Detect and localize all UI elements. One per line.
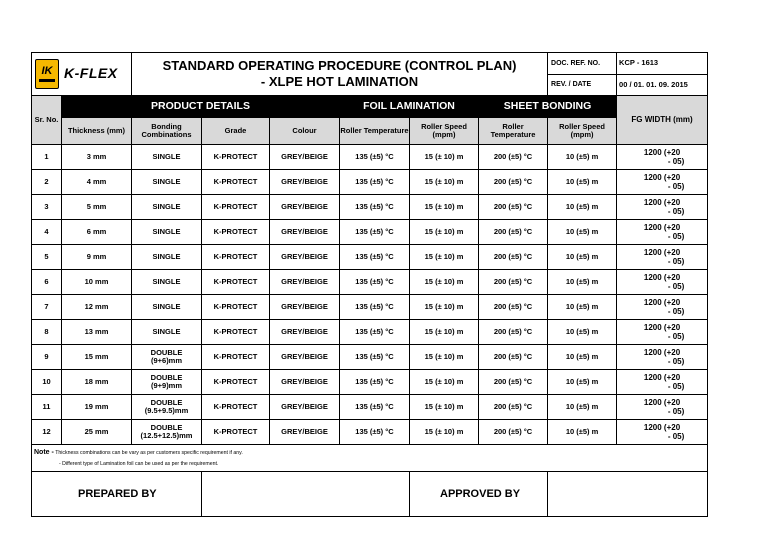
control-plan-sheet — [31, 52, 707, 517]
thickness-cell: 3 mm — [62, 145, 132, 170]
note-line-2: - Different type of Lamination foil can be used as per the requirement. — [59, 460, 219, 467]
fg-width-line-2: - 05) — [667, 182, 685, 191]
bonding-layers: (9+6)mm — [150, 356, 183, 365]
fg-width-cell — [617, 270, 708, 295]
note-line-1: Thickness combinations can be vary as per customers specific requirement if any. — [55, 450, 243, 457]
table-row — [32, 420, 708, 445]
fg-width-line-2: - 05) — [667, 282, 685, 291]
colour-cell: GREY/BEIGE — [270, 270, 340, 295]
sheet-roller-speed-cell: 10 (±5) m — [548, 245, 617, 270]
sr-no-cell: 4 — [32, 220, 62, 245]
fg-width-line-2: - 05) — [667, 307, 685, 316]
fg-width-line-2: - 05) — [667, 157, 685, 166]
bonding-combination-cell: SINGLE — [132, 270, 202, 295]
grade-cell: K-PROTECT — [202, 270, 270, 295]
thickness-cell: 10 mm — [62, 270, 132, 295]
bonding-layers: (9+9)mm — [150, 381, 183, 390]
grade-cell: K-PROTECT — [202, 195, 270, 220]
sheet-bonding-header: SHEET BONDING — [479, 96, 617, 118]
table-row — [32, 395, 708, 420]
fg-width-cell — [617, 370, 708, 395]
sheet-roller-temp-cell: 200 (±5) °C — [479, 320, 548, 345]
rev-date-label: REV. / DATE — [548, 75, 617, 96]
foil-roller-speed-cell: 15 (± 10) m — [410, 220, 479, 245]
fg-width-line-1: 1200 (+20 — [643, 422, 681, 432]
sr-no-cell: 12 — [32, 420, 62, 445]
colour-cell: GREY/BEIGE — [270, 345, 340, 370]
bonding-combination-cell: SINGLE — [132, 195, 202, 220]
colour-cell: GREY/BEIGE — [270, 420, 340, 445]
bonding-header: Bonding Combinations — [132, 118, 202, 145]
fg-width-cell — [617, 395, 708, 420]
table-row — [32, 270, 708, 295]
colour-cell: GREY/BEIGE — [270, 395, 340, 420]
sr-no-cell: 1 — [32, 145, 62, 170]
control-plan-table — [31, 52, 708, 517]
foil-roller-speed-cell: 15 (± 10) m — [410, 270, 479, 295]
bonding-type: DOUBLE — [150, 347, 183, 357]
table-row — [32, 320, 708, 345]
foil-roller-speed-cell: 15 (± 10) m — [410, 245, 479, 270]
bonding-combination-cell — [132, 420, 202, 445]
approved-by-label: APPROVED BY — [410, 472, 548, 517]
fg-width-line-1: 1200 (+20 — [643, 147, 681, 157]
foil-roller-speed-cell: 15 (± 10) m — [410, 170, 479, 195]
sr-no-cell: 2 — [32, 170, 62, 195]
document-title — [132, 53, 548, 96]
sheet-roller-temp-header: Roller Temperature — [479, 118, 548, 145]
foil-roller-speed-cell: 15 (± 10) m — [410, 295, 479, 320]
colour-cell: GREY/BEIGE — [270, 245, 340, 270]
foil-roller-speed-cell: 15 (± 10) m — [410, 320, 479, 345]
sheet-roller-speed-header: Roller Speed (mpm) — [548, 118, 617, 145]
bonding-type: DOUBLE — [150, 397, 183, 407]
sr-no-cell: 3 — [32, 195, 62, 220]
foil-roller-temp-header: Roller Temperature — [340, 118, 410, 145]
grade-cell: K-PROTECT — [202, 345, 270, 370]
bonding-combination-cell: SINGLE — [132, 145, 202, 170]
note — [32, 445, 708, 472]
fg-width-line-2: - 05) — [667, 432, 685, 441]
foil-roller-temp-cell: 135 (±5) °C — [340, 370, 410, 395]
bonding-layers: (12.5+12.5)mm — [140, 431, 193, 440]
sheet-roller-speed-cell: 10 (±5) m — [548, 395, 617, 420]
grade-cell: K-PROTECT — [202, 145, 270, 170]
fg-width-line-1: 1200 (+20 — [643, 272, 681, 282]
foil-roller-temp-cell: 135 (±5) °C — [340, 220, 410, 245]
foil-roller-speed-cell: 15 (± 10) m — [410, 345, 479, 370]
prepared-by-signature[interactable] — [202, 472, 410, 517]
logo-badge-text: IK — [41, 65, 53, 77]
rev-date-value: 00 / 01. 01. 09. 2015 — [617, 75, 708, 96]
foil-roller-temp-cell: 135 (±5) °C — [340, 320, 410, 345]
sheet-roller-speed-cell: 10 (±5) m — [548, 320, 617, 345]
bonding-combination-cell — [132, 395, 202, 420]
sheet-roller-temp-cell: 200 (±5) °C — [479, 370, 548, 395]
foil-roller-temp-cell: 135 (±5) °C — [340, 345, 410, 370]
sheet-roller-temp-cell: 200 (±5) °C — [479, 220, 548, 245]
fg-width-line-2: - 05) — [667, 357, 685, 366]
fg-width-line-1: 1200 (+20 — [643, 322, 681, 332]
table-row — [32, 145, 708, 170]
thickness-header: Thickness (mm) — [62, 118, 132, 145]
fg-width-cell — [617, 420, 708, 445]
sr-no-cell: 11 — [32, 395, 62, 420]
grade-cell: K-PROTECT — [202, 295, 270, 320]
bonding-type: DOUBLE — [150, 372, 183, 382]
sheet-roller-speed-cell: 10 (±5) m — [548, 220, 617, 245]
sheet-roller-temp-cell: 200 (±5) °C — [479, 170, 548, 195]
logo-text: K-FLEX — [64, 65, 118, 82]
fg-width-cell — [617, 195, 708, 220]
fg-width-cell — [617, 145, 708, 170]
table-row — [32, 170, 708, 195]
fg-width-line-1: 1200 (+20 — [643, 347, 681, 357]
bonding-layers: (9.5+9.5)mm — [144, 406, 189, 415]
fg-width-line-2: - 05) — [667, 407, 685, 416]
sheet-roller-speed-cell: 10 (±5) m — [548, 270, 617, 295]
fg-width-line-1: 1200 (+20 — [643, 222, 681, 232]
grade-cell: K-PROTECT — [202, 420, 270, 445]
bonding-combination-cell: SINGLE — [132, 245, 202, 270]
foil-roller-temp-cell: 135 (±5) °C — [340, 295, 410, 320]
sheet-roller-temp-cell: 200 (±5) °C — [479, 270, 548, 295]
bonding-combination-cell — [132, 345, 202, 370]
sr-no-cell: 6 — [32, 270, 62, 295]
fg-width-line-1: 1200 (+20 — [643, 372, 681, 382]
thickness-cell: 19 mm — [62, 395, 132, 420]
colour-cell: GREY/BEIGE — [270, 195, 340, 220]
thickness-cell: 18 mm — [62, 370, 132, 395]
thickness-cell: 15 mm — [62, 345, 132, 370]
foil-roller-temp-cell: 135 (±5) °C — [340, 145, 410, 170]
thickness-cell: 5 mm — [62, 195, 132, 220]
title-line-1: STANDARD OPERATING PROCEDURE (CONTROL PLAN) — [162, 58, 517, 74]
fg-width-line-1: 1200 (+20 — [643, 297, 681, 307]
fg-width-cell — [617, 345, 708, 370]
table-row — [32, 345, 708, 370]
table-row — [32, 370, 708, 395]
grade-cell: K-PROTECT — [202, 395, 270, 420]
fg-width-line-2: - 05) — [667, 257, 685, 266]
sr-no-cell: 7 — [32, 295, 62, 320]
sheet-roller-speed-cell: 10 (±5) m — [548, 370, 617, 395]
foil-roller-speed-cell: 15 (± 10) m — [410, 420, 479, 445]
fg-width-cell — [617, 295, 708, 320]
doc-ref-value: KCP - 1613 — [617, 53, 708, 75]
thickness-cell: 4 mm — [62, 170, 132, 195]
sheet-roller-temp-cell: 200 (±5) °C — [479, 395, 548, 420]
sheet-roller-speed-cell: 10 (±5) m — [548, 420, 617, 445]
table-body — [32, 145, 708, 445]
foil-roller-speed-cell: 15 (± 10) m — [410, 195, 479, 220]
foil-roller-temp-cell: 135 (±5) °C — [340, 245, 410, 270]
fg-width-line-1: 1200 (+20 — [643, 197, 681, 207]
thickness-cell: 6 mm — [62, 220, 132, 245]
grade-cell: K-PROTECT — [202, 370, 270, 395]
sheet-roller-temp-cell: 200 (±5) °C — [479, 195, 548, 220]
fg-width-line-2: - 05) — [667, 332, 685, 341]
table-row — [32, 195, 708, 220]
foil-roller-speed-cell: 15 (± 10) m — [410, 370, 479, 395]
grade-cell: K-PROTECT — [202, 220, 270, 245]
thickness-cell: 25 mm — [62, 420, 132, 445]
note-label: Note - — [34, 449, 54, 457]
grade-header: Grade — [202, 118, 270, 145]
foil-roller-speed-header: Roller Speed (mpm) — [410, 118, 479, 145]
foil-roller-temp-cell: 135 (±5) °C — [340, 270, 410, 295]
fg-width-cell — [617, 320, 708, 345]
foil-roller-speed-cell: 15 (± 10) m — [410, 395, 479, 420]
logo-cell — [32, 53, 132, 96]
bonding-combination-cell: SINGLE — [132, 320, 202, 345]
sheet-roller-temp-cell: 200 (±5) °C — [479, 145, 548, 170]
doc-ref-label: DOC. REF. NO. — [548, 53, 617, 75]
fg-width-cell — [617, 245, 708, 270]
thickness-cell: 9 mm — [62, 245, 132, 270]
sheet-roller-temp-cell: 200 (±5) °C — [479, 295, 548, 320]
sheet-roller-speed-cell: 10 (±5) m — [548, 145, 617, 170]
grade-cell: K-PROTECT — [202, 320, 270, 345]
fg-width-header: FG WIDTH (mm) — [617, 96, 708, 145]
colour-cell: GREY/BEIGE — [270, 320, 340, 345]
sheet-roller-temp-cell: 200 (±5) °C — [479, 345, 548, 370]
sheet-roller-speed-cell: 10 (±5) m — [548, 195, 617, 220]
thickness-cell: 12 mm — [62, 295, 132, 320]
table-row — [32, 220, 708, 245]
product-details-header: PRODUCT DETAILS — [62, 96, 340, 118]
bonding-type: DOUBLE — [150, 422, 183, 432]
bonding-combination-cell — [132, 370, 202, 395]
fg-width-cell — [617, 170, 708, 195]
foil-roller-temp-cell: 135 (±5) °C — [340, 420, 410, 445]
company-logo — [35, 59, 131, 89]
approved-by-signature[interactable] — [548, 472, 708, 517]
fg-width-line-1: 1200 (+20 — [643, 397, 681, 407]
bonding-combination-cell: SINGLE — [132, 170, 202, 195]
thickness-cell: 13 mm — [62, 320, 132, 345]
colour-header: Colour — [270, 118, 340, 145]
sr-no-header: Sr. No. — [32, 96, 62, 145]
colour-cell: GREY/BEIGE — [270, 170, 340, 195]
foil-lamination-header: FOIL LAMINATION — [340, 96, 479, 118]
colour-cell: GREY/BEIGE — [270, 295, 340, 320]
foil-roller-temp-cell: 135 (±5) °C — [340, 195, 410, 220]
bonding-combination-cell: SINGLE — [132, 220, 202, 245]
fg-width-line-2: - 05) — [667, 382, 685, 391]
sheet-roller-speed-cell: 10 (±5) m — [548, 295, 617, 320]
colour-cell: GREY/BEIGE — [270, 370, 340, 395]
prepared-by-label: PREPARED BY — [32, 472, 202, 517]
foil-roller-temp-cell: 135 (±5) °C — [340, 170, 410, 195]
title-line-2: - XLPE HOT LAMINATION — [260, 74, 419, 89]
sheet-roller-speed-cell: 10 (±5) m — [548, 345, 617, 370]
colour-cell: GREY/BEIGE — [270, 220, 340, 245]
sheet-roller-temp-cell: 200 (±5) °C — [479, 245, 548, 270]
bonding-combination-cell: SINGLE — [132, 295, 202, 320]
fg-width-line-1: 1200 (+20 — [643, 247, 681, 257]
sr-no-cell: 9 — [32, 345, 62, 370]
foil-roller-temp-cell: 135 (±5) °C — [340, 395, 410, 420]
sr-no-cell: 10 — [32, 370, 62, 395]
fg-width-line-2: - 05) — [667, 232, 685, 241]
sheet-roller-speed-cell: 10 (±5) m — [548, 170, 617, 195]
kflex-badge-icon — [35, 59, 59, 89]
sr-no-cell: 8 — [32, 320, 62, 345]
fg-width-cell — [617, 220, 708, 245]
foil-roller-speed-cell: 15 (± 10) m — [410, 145, 479, 170]
fg-width-line-1: 1200 (+20 — [643, 172, 681, 182]
grade-cell: K-PROTECT — [202, 170, 270, 195]
fg-width-line-2: - 05) — [667, 207, 685, 216]
sheet-roller-temp-cell: 200 (±5) °C — [479, 420, 548, 445]
grade-cell: K-PROTECT — [202, 245, 270, 270]
table-row — [32, 245, 708, 270]
sr-no-cell: 5 — [32, 245, 62, 270]
table-row — [32, 295, 708, 320]
colour-cell: GREY/BEIGE — [270, 145, 340, 170]
